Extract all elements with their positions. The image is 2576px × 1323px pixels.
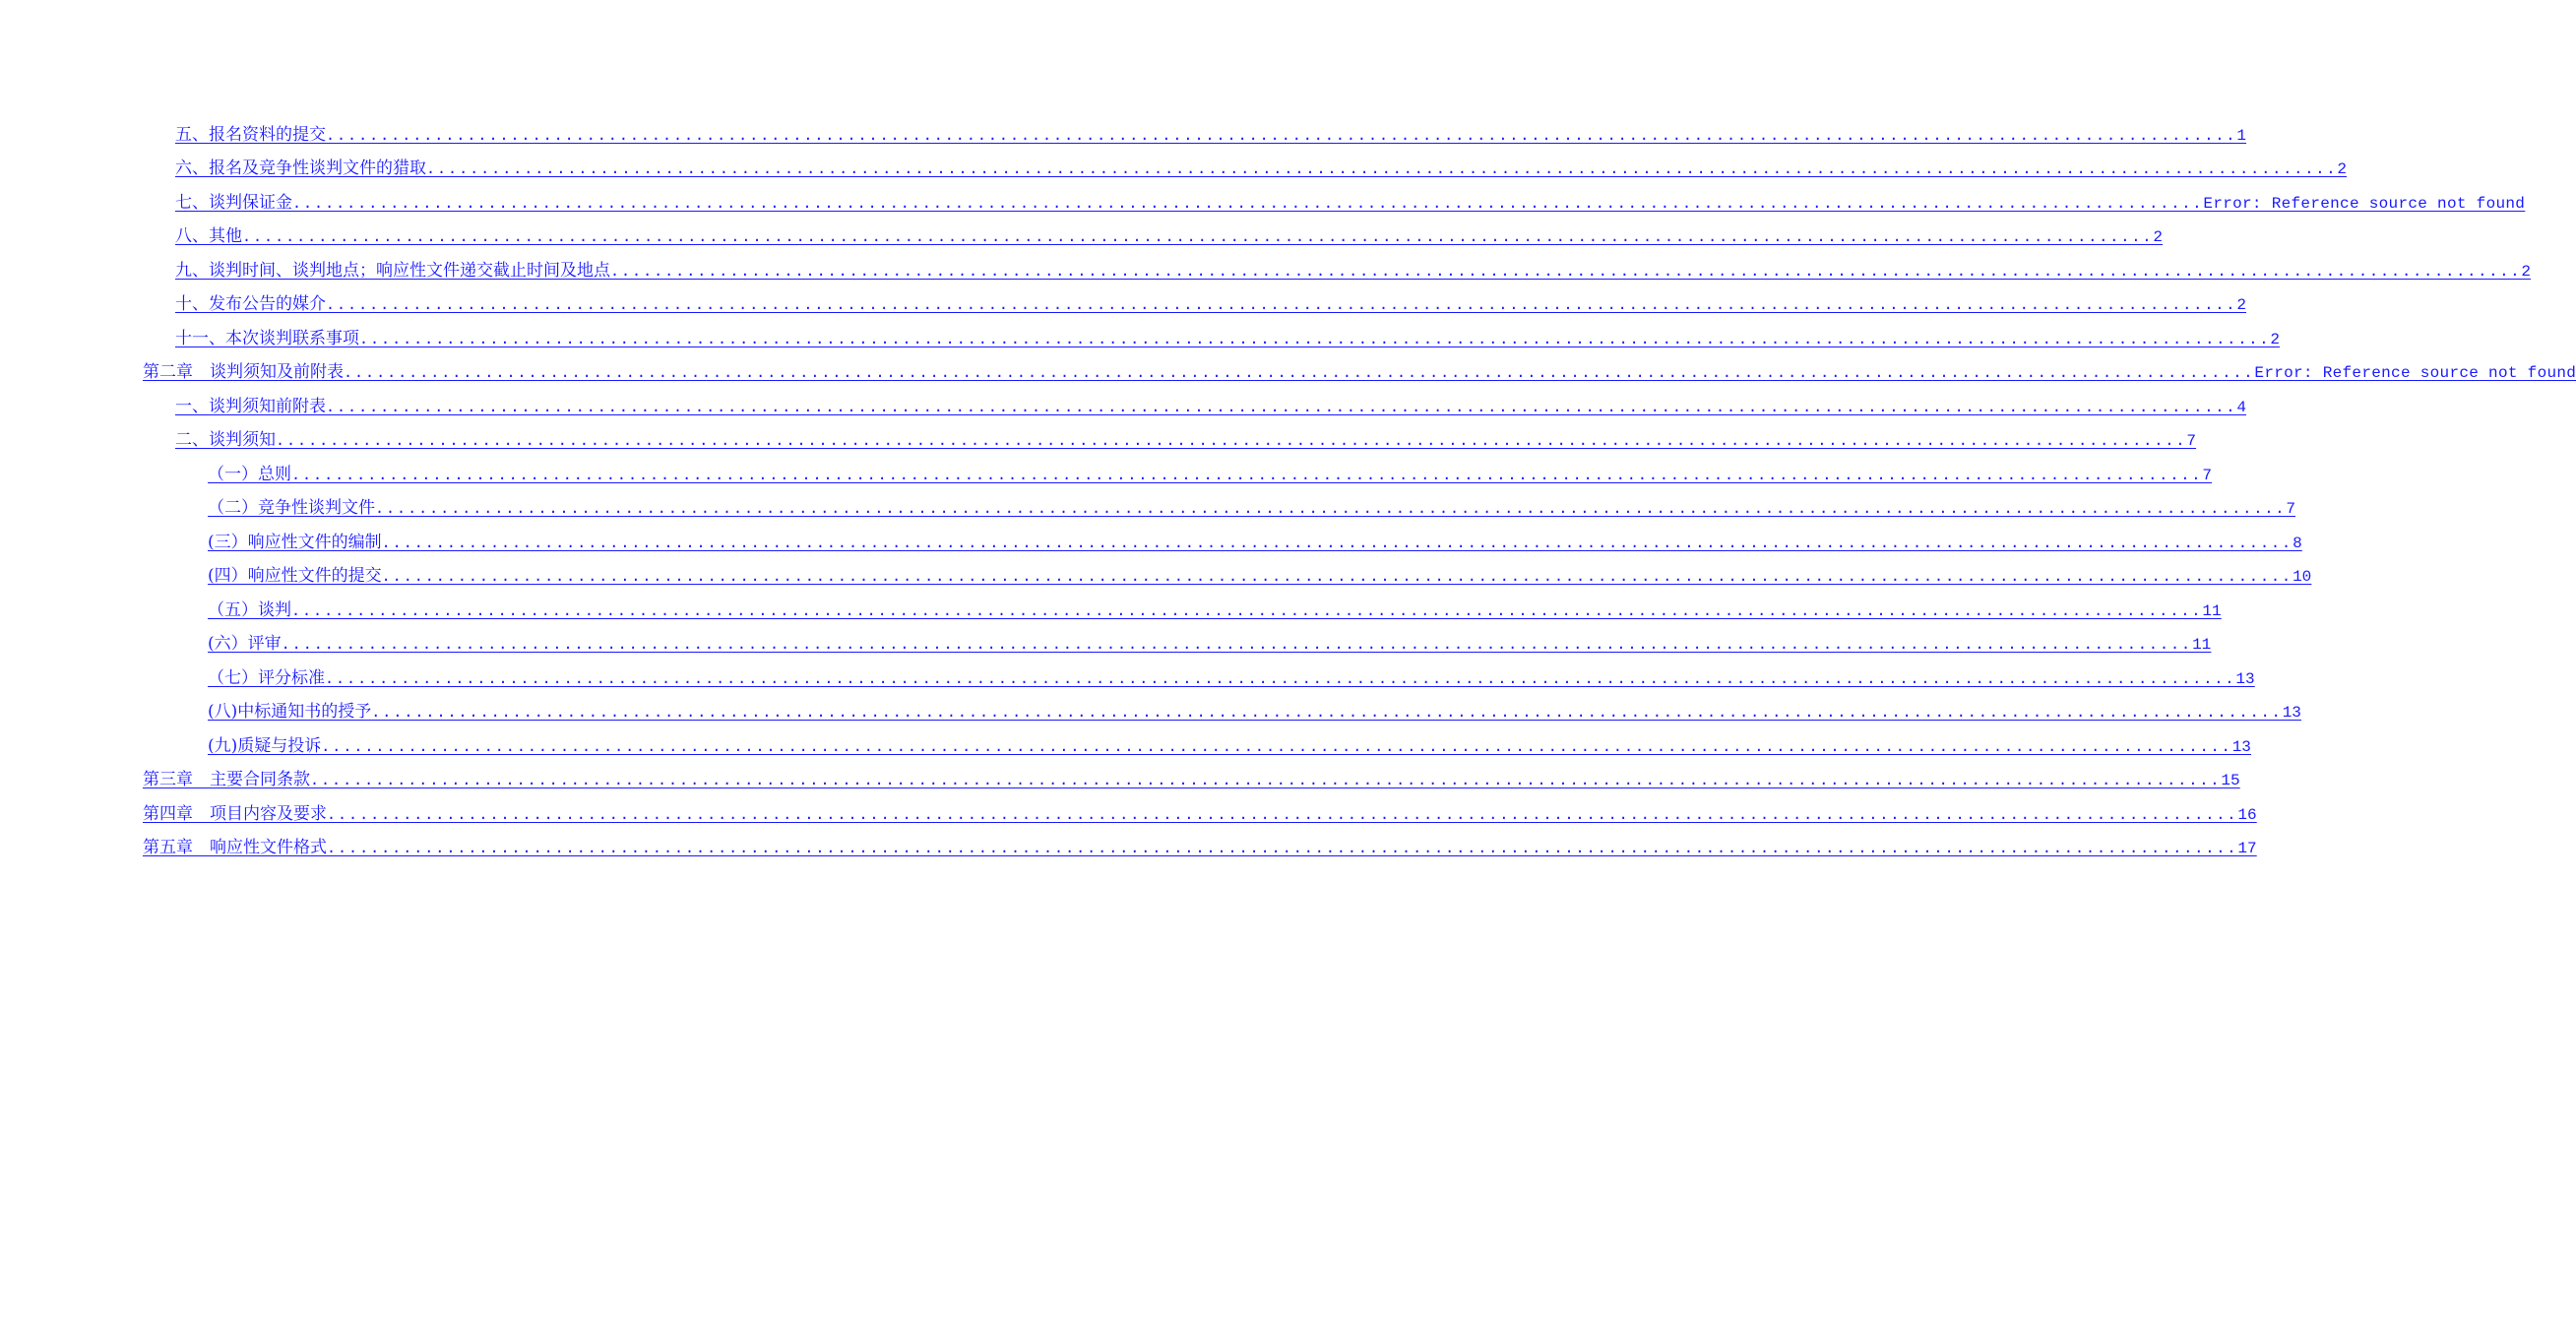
toc-entry-title: (四）响应性文件的提交 <box>208 566 382 586</box>
toc-dot-leader: ................................................................................................................................................................................ <box>310 771 2222 788</box>
toc-entry-title: 九、谈判时间、谈判地点；响应性文件递交截止时间及地点 <box>175 261 610 281</box>
toc-page-number: 4 <box>2236 399 2247 416</box>
toc-dot-leader: ................................................................................................................................................................................ <box>326 398 2237 415</box>
toc-entry-title: 六、报名及竞争性谈判文件的猎取 <box>175 158 426 178</box>
toc-entry-section-7[interactable] <box>175 190 2526 216</box>
toc-dot-leader: ................................................................................................................................................................................ <box>321 737 2232 755</box>
toc-page-number: 8 <box>2293 535 2302 552</box>
toc-page-number: 10 <box>2293 568 2312 586</box>
toc-entry-negotiation-documents[interactable] <box>208 495 2296 521</box>
toc-page-number: 13 <box>2235 670 2255 688</box>
toc-dot-leader: ................................................................................................................................................................................ <box>292 194 2204 212</box>
toc-entry-chapter-3[interactable] <box>143 767 2240 792</box>
toc-dot-leader: ................................................................................................................................................................................ <box>291 601 2203 619</box>
toc-entry-review[interactable] <box>208 631 2212 657</box>
toc-entry-title: (八)中标通知书的授予 <box>208 702 372 722</box>
toc-dot-leader: ................................................................................................................................................................................ <box>381 567 2293 585</box>
toc-page-number: 17 <box>2237 840 2257 857</box>
toc-entry-title: (三）响应性文件的编制 <box>208 533 382 552</box>
toc-entry-response-submission[interactable] <box>208 563 2312 589</box>
toc-entry-section-5[interactable] <box>175 122 2247 148</box>
toc-entry-negotiation[interactable] <box>208 598 2222 623</box>
toc-page-number: 13 <box>2231 738 2251 756</box>
toc-page-number: 13 <box>2282 704 2301 722</box>
toc-dot-leader: ................................................................................................................................................................................ <box>381 534 2293 551</box>
toc-dot-leader: ................................................................................................................................................................................ <box>610 262 2522 280</box>
toc-page-number: 2 <box>2153 228 2164 246</box>
toc-entry-title: （七）评分标准 <box>208 668 325 688</box>
toc-page-number: 11 <box>2192 636 2212 654</box>
toc-entry-section-10[interactable] <box>175 291 2247 317</box>
toc-entry-title: （二）竞争性谈判文件 <box>208 498 375 518</box>
toc-entry-award-notice[interactable] <box>208 699 2301 724</box>
toc-entry-title: (六）评审 <box>208 634 282 654</box>
toc-entry-chapter-2[interactable] <box>143 359 2576 385</box>
toc-entry-response-preparation[interactable] <box>208 530 2302 555</box>
toc-page-number: 16 <box>2237 806 2257 824</box>
toc-dot-leader: ................................................................................................................................................................................ <box>325 669 2236 687</box>
toc-entry-notice[interactable] <box>175 427 2197 453</box>
toc-entry-title: 十、发布公告的媒介 <box>175 294 326 314</box>
toc-entry-title: 五、报名资料的提交 <box>175 125 326 145</box>
toc-page-number: 7 <box>2202 467 2213 484</box>
toc-entry-section-9[interactable] <box>175 258 2532 284</box>
toc-entry-notice-appendix[interactable] <box>175 394 2247 419</box>
toc-entry-title: 七、谈判保证金 <box>175 193 292 213</box>
toc-dot-leader: ................................................................................................................................................................................ <box>326 295 2237 313</box>
toc-entry-section-6[interactable] <box>175 156 2348 181</box>
toc-page-number: 7 <box>2286 500 2296 518</box>
toc-entry-section-8[interactable] <box>175 223 2164 249</box>
toc-page-reference-error: Error: Reference source not found <box>2203 195 2526 213</box>
toc-dot-leader: ................................................................................................................................................................................ <box>426 159 2338 177</box>
toc-page-number: 15 <box>2221 772 2240 789</box>
toc-dot-leader: ................................................................................................................................................................................ <box>327 839 2238 856</box>
toc-entry-title: 第三章 主要合同条款 <box>143 770 310 789</box>
toc-page-number: 2 <box>2270 331 2281 348</box>
toc-entry-title: 第二章 谈判须知及前附表 <box>143 362 344 382</box>
toc-dot-leader: ................................................................................................................................................................................ <box>291 466 2203 483</box>
toc-entry-title: （一）总则 <box>208 465 291 484</box>
toc-entry-title: 十一、本次谈判联系事项 <box>175 329 359 348</box>
toc-page-number: 11 <box>2202 602 2222 620</box>
toc-page-number: 7 <box>2186 432 2197 450</box>
toc-entry-title: (九)质疑与投诉 <box>208 736 322 756</box>
toc-page-reference-error: Error: Reference source not found <box>2254 364 2576 382</box>
toc-dot-leader: ................................................................................................................................................................................ <box>281 635 2193 653</box>
toc-dot-leader: ................................................................................................................................................................................ <box>344 363 2255 381</box>
toc-dot-leader: ................................................................................................................................................................................ <box>326 126 2237 144</box>
toc-entry-general[interactable] <box>208 462 2213 487</box>
toc-entry-title: 二、谈判须知 <box>175 430 276 450</box>
toc-entry-section-11[interactable] <box>175 326 2281 351</box>
toc-entry-title: （五）谈判 <box>208 600 291 620</box>
toc-dot-leader: ................................................................................................................................................................................ <box>327 805 2238 823</box>
toc-entry-complaints[interactable] <box>208 733 2251 759</box>
toc-entry-title: 八、其他 <box>175 226 242 246</box>
toc-dot-leader: ................................................................................................................................................................................ <box>276 431 2187 449</box>
toc-dot-leader: ................................................................................................................................................................................ <box>242 227 2154 245</box>
toc-dot-leader: ................................................................................................................................................................................ <box>371 703 2283 721</box>
toc-entry-chapter-4[interactable] <box>143 801 2257 827</box>
toc-entry-scoring-criteria[interactable] <box>208 665 2255 691</box>
toc-dot-leader: ................................................................................................................................................................................ <box>359 330 2271 347</box>
toc-entry-title: 第五章 响应性文件格式 <box>143 838 327 857</box>
toc-entry-chapter-5[interactable] <box>143 835 2257 860</box>
toc-page-number: 1 <box>2236 127 2247 145</box>
toc-page-number: 2 <box>2337 160 2348 178</box>
toc-page-number: 2 <box>2521 263 2532 281</box>
toc-entry-title: 一、谈判须知前附表 <box>175 397 326 416</box>
toc-page-number: 2 <box>2236 296 2247 314</box>
toc-entry-title: 第四章 项目内容及要求 <box>143 804 327 824</box>
toc-dot-leader: ................................................................................................................................................................................ <box>375 499 2287 517</box>
